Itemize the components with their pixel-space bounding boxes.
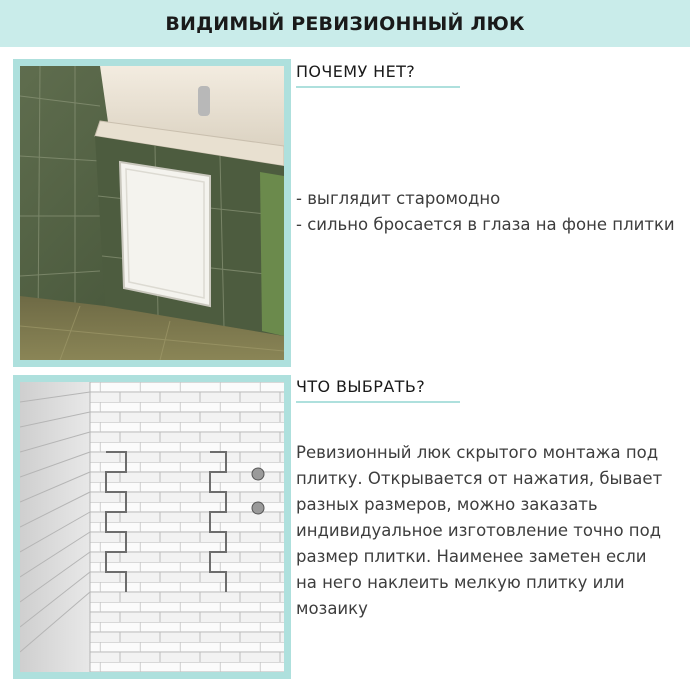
bullet-item: - сильно бросается в глаза на фоне плитки xyxy=(296,215,675,234)
hidden-hatch-photo xyxy=(20,382,284,672)
visible-hatch-photo xyxy=(20,66,284,360)
section2-body-text: Ревизионный люк скрытого монтажа под плитку. Открывается от нажатия, бывает разных размеров, можно заказать индивидуальное изготовление точно под размер плитки. Наименее заметен если на него наклеить мелкую плитку или мозаику xyxy=(296,443,663,618)
photo-frame-hidden-hatch xyxy=(13,375,291,679)
section1-title: ПОЧЕМУ НЕТ? xyxy=(296,62,416,81)
section2-body xyxy=(296,440,668,622)
header-banner xyxy=(0,0,690,47)
section1-underline xyxy=(296,86,460,88)
bullet-item: - выглядит старомодно xyxy=(296,189,501,208)
section2-underline xyxy=(296,401,460,403)
photo-frame-visible-hatch xyxy=(13,59,291,367)
section2-title: ЧТО ВЫБРАТЬ? xyxy=(296,377,426,396)
page-title: ВИДИМЫЙ РЕВИЗИОННЫЙ ЛЮК xyxy=(165,12,525,35)
section1-bullets xyxy=(296,186,676,238)
